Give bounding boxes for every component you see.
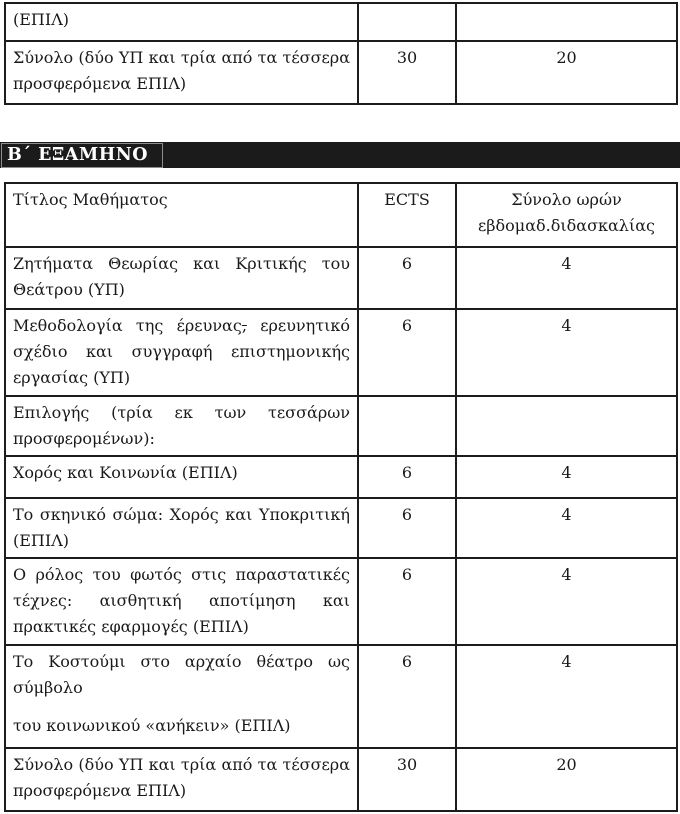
electives-subheading-cell: Επιλογής (τρία εκ των τεσσάρων προσφερομένων): [5, 396, 358, 456]
total-label-cell: Σύνολο (δύο ΥΠ και τρία από τα τέσσερα προσφερόμενα ΕΠΙΛ) [5, 41, 358, 104]
hours-total-cell: 20 [456, 41, 677, 104]
table-row-total [5, 41, 677, 104]
section-heading: Β΄ ΕΞΑΜΗΝΟ [1, 143, 163, 168]
table-row-subheading [5, 396, 677, 456]
course-title-cell: Χορός και Κοινωνία (ΕΠΙΛ) [5, 456, 358, 498]
hours-cell: 4 [456, 645, 677, 748]
table-row [5, 498, 677, 558]
hours-cell: 4 [456, 456, 677, 498]
course-title-line2: του κοινωνικού «ανήκειν» (ΕΠΙΛ) [13, 716, 291, 735]
course-title-cell [5, 645, 358, 748]
hours-cell: 4 [456, 309, 677, 396]
course-title-line1: Το Κοστούμι στο αρχαίο θέατρο ως σύμβολο [13, 652, 350, 697]
ects-cell: 6 [358, 498, 456, 558]
hours-cell [456, 3, 677, 41]
table-row [5, 247, 677, 309]
hours-cell: 4 [456, 558, 677, 645]
section-heading-bar [0, 142, 680, 168]
column-header-hours: Σύνολο ωρών εβδομαδ.διδασκαλίας [456, 183, 677, 247]
table-row [5, 3, 677, 41]
ects-cell: 6 [358, 645, 456, 748]
column-header-ects: ECTS [358, 183, 456, 247]
course-title-cell [5, 309, 358, 396]
ects-total-cell: 30 [358, 748, 456, 811]
table-row [5, 456, 677, 498]
ects-cell [358, 3, 456, 41]
hours-total-cell: 20 [456, 748, 677, 811]
ects-cell [358, 396, 456, 456]
struck-text: , [241, 316, 247, 335]
course-title-text: Μεθοδολογία της έρευνας [13, 316, 242, 335]
table-row-total [5, 748, 677, 811]
table-row [5, 558, 677, 645]
course-title-text: ερευνητικό σχέδιο και συγγραφή επιστημονικής εργασίας (ΥΠ) [13, 316, 351, 387]
course-title-cell: Το σκηνικό σώμα: Χορός και Υποκριτική (ΕΠΙΛ) [5, 498, 358, 558]
semester-a-table-fragment [4, 2, 678, 105]
hours-cell: 4 [456, 247, 677, 309]
table-row [5, 645, 677, 748]
ects-cell: 6 [358, 456, 456, 498]
column-header-title: Τίτλος Μαθήματος [5, 183, 358, 247]
total-label-cell: Σύνολο (δύο ΥΠ και τρία από τα τέσσερα προσφερόμενα ΕΠΙΛ) [5, 748, 358, 811]
hours-cell: 4 [456, 498, 677, 558]
table-row [5, 309, 677, 396]
course-title-cell: (ΕΠΙΛ) [5, 3, 358, 41]
semester-b-table [4, 182, 678, 812]
table-header-row [5, 183, 677, 247]
course-title-cell: Ο ρόλος του φωτός στις παραστατικές τέχνες: αισθητική αποτίμηση και πρακτικές εφαρμογές (ΕΠΙΛ) [5, 558, 358, 645]
ects-cell: 6 [358, 309, 456, 396]
ects-cell: 6 [358, 558, 456, 645]
hours-cell [456, 396, 677, 456]
course-title-cell: Ζητήματα Θεωρίας και Κριτικής του Θεάτρου (ΥΠ) [5, 247, 358, 309]
ects-total-cell: 30 [358, 41, 456, 104]
ects-cell: 6 [358, 247, 456, 309]
